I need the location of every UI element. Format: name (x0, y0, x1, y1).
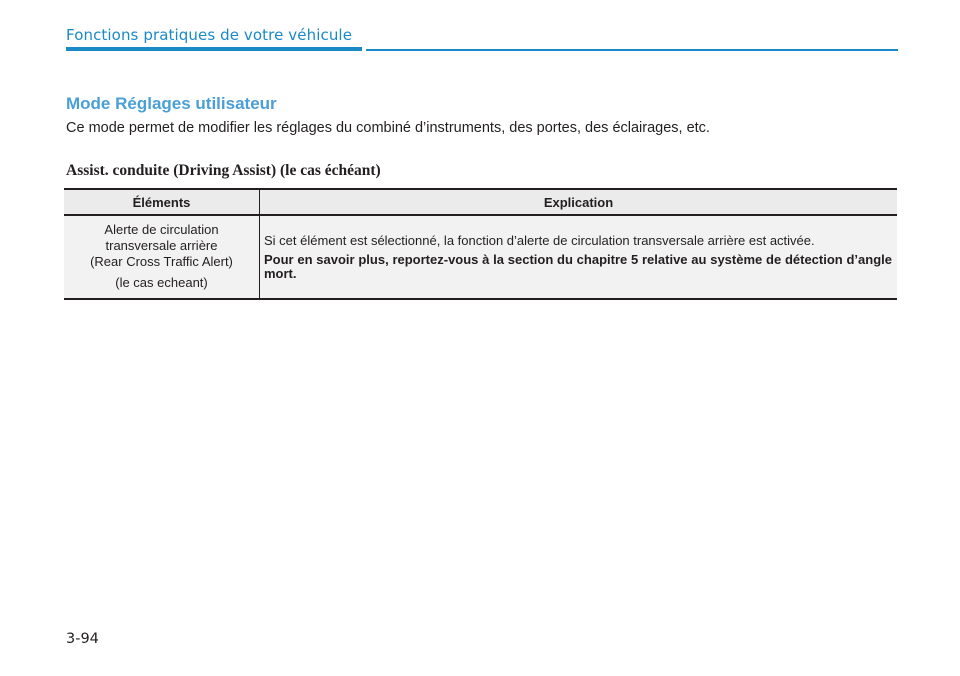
item-name-english: (Rear Cross Traffic Alert) (90, 254, 233, 269)
page-number: 3-94 (66, 631, 99, 647)
settings-table (64, 188, 897, 300)
table-row (64, 215, 897, 299)
section-heading: Mode Réglages utilisateur (66, 94, 277, 113)
item-name-line: Alerte de circulation (104, 222, 219, 237)
header-rule-thin (366, 49, 898, 51)
item-name-line: transversale arrière (105, 238, 218, 253)
chapter-title: Fonctions pratiques de votre véhicule (66, 26, 353, 44)
column-header-elements: Éléments (64, 189, 260, 215)
header-rule-thick (66, 47, 362, 51)
explanation-text: Si cet élément est sélectionné, la fonction d’alerte de circulation transversale arrière est activée. (264, 233, 815, 248)
column-header-explication: Explication (260, 189, 898, 215)
explanation-note: Pour en savoir plus, reportez-vous à la section du chapitre 5 relative au système de détection d’angle mort. (264, 252, 892, 281)
item-availability-note: (le cas echeant) (115, 275, 208, 290)
item-cell (64, 215, 260, 299)
subsection-heading: Assist. conduite (Driving Assist) (le cas échéant) (66, 162, 381, 179)
table-header-row (64, 189, 897, 215)
section-intro: Ce mode permet de modifier les réglages du combiné d’instruments, des portes, des éclairages, etc. (66, 120, 710, 136)
explanation-cell (260, 215, 898, 299)
